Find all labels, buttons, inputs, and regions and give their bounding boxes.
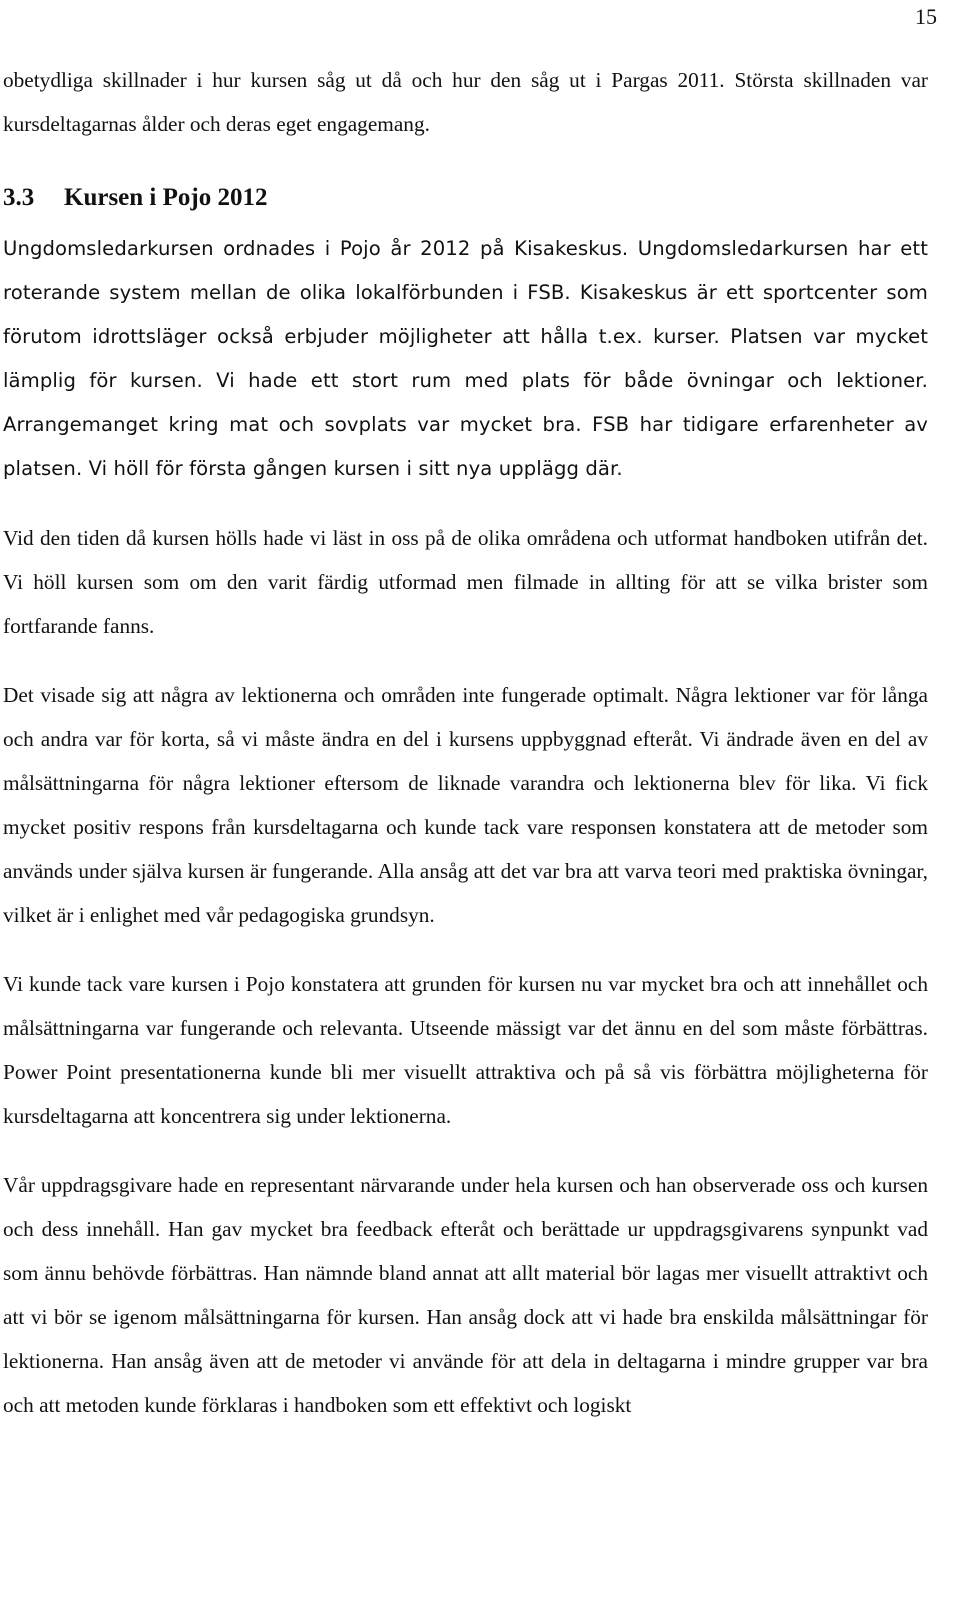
page-content	[3, 58, 928, 1427]
paragraph-continuation: obetydliga skillnader i hur kursen såg ut då och hur den såg ut i Pargas 2011. Största skillnaden var kursdeltagarnas ålder och deras eget engagemang.	[3, 68, 928, 136]
section-title: Kursen i Pojo 2012	[64, 184, 268, 211]
paragraph-client-feedback: Vår uppdragsgivare hade en representant närvarande under hela kursen och han observerade oss och kursen och dess innehåll. Han gav mycket bra feedback efteråt och berättade ur uppdragsgivarens synpunkt vad som ännu behövde förbättras. Han nämnde bland annat att allt material bör lagas mer visuellt attraktivt och att vi bör se igenom målsättningarna för kursen. Han ansåg dock att vi hade bra enskilda målsättningar för lektionerna. Han ansåg även att de metoder vi använde för att dela in deltagarna i mindre grupper var bra och att metoden kunde förklaras i handboken som ett effektivt och logiskt	[3, 1173, 928, 1417]
section-number: 3.3	[3, 184, 35, 211]
paragraph-conclusions: Vi kunde tack vare kursen i Pojo konstatera att grunden för kursen nu var mycket bra och att innehållet och målsättningarna var fungerande och relevanta. Utseende mässigt var det ännu en del som måste förbättras. Power Point presentationerna kunde bli mer visuellt attraktiva och på så vis förbättra möjligheterna för kursdeltagarna att koncentrera sig under lektionerna.	[3, 972, 928, 1128]
paragraph-lessons: Det visade sig att några av lektionerna och områden inte fungerade optimalt. Några lektioner var för långa och andra var för korta, så vi måste ändra en del i kursens uppbyggnad efteråt. Vi ändrade även en del av målsättningarna för några lektioner eftersom de liknade varandra och lektionerna blev för lika. Vi fick mycket positiv respons från kursdeltagarna och kunde tack vare responsen konstatera att de metoder som används under själva kursen är fungerande. Alla ansåg att det var bra att varva teori med praktiska övningar, vilket är i enlighet med vår pedagogiska grundsyn.	[3, 683, 928, 927]
paragraph-venue: Ungdomsledarkursen ordnades i Pojo år 2012 på Kisakeskus. Ungdomsledarkursen har ett roterande system mellan de olika lokalförbunden i FSB. Kisakeskus är ett sportcenter som förutom idrottsläger också erbjuder möjligheter att hålla t.ex. kurser. Platsen var mycket lämplig för kursen. Vi hade ett stort rum med plats för både övningar och lektioner. Arrangemanget kring mat och sovplats var mycket bra. FSB har tidigare erfarenheter av platsen. Vi höll för första gången kursen i sitt nya upplägg där.	[3, 237, 928, 480]
page-number: 15	[915, 4, 937, 29]
section-heading	[3, 181, 928, 215]
paragraph-handbook: Vid den tiden då kursen hölls hade vi läst in oss på de olika områdena och utformat handboken utifrån det. Vi höll kursen som om den varit färdig utformad men filmade in allting för att se vilka brister som fortfarande fanns.	[3, 526, 928, 638]
